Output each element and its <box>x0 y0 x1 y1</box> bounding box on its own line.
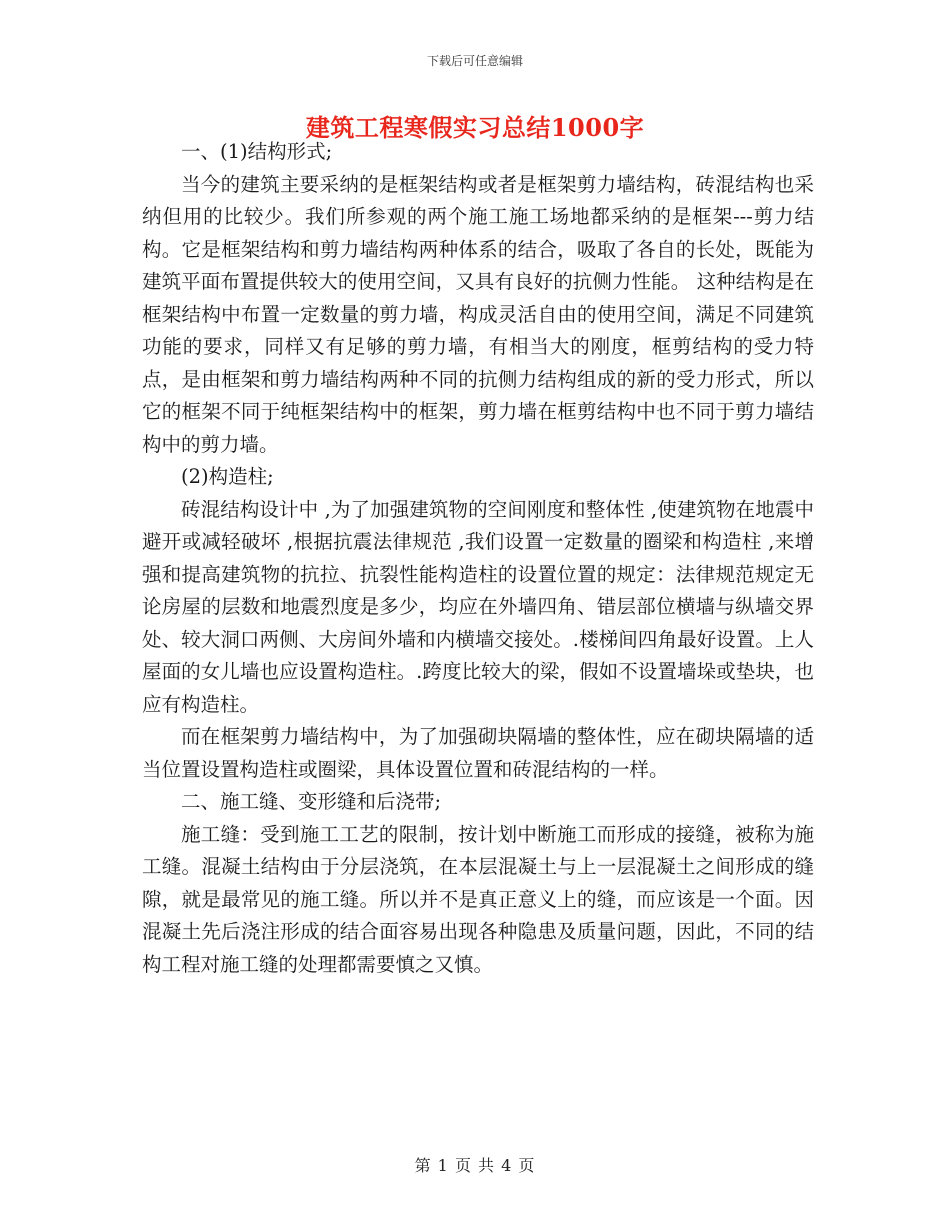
section-heading-construction-column: (2)构造柱; <box>181 465 274 488</box>
page-footer: 第 1 页 共 4 页 <box>414 1156 536 1175</box>
section-heading-joints: 二、施工缝、变形缝和后浇带; <box>181 790 442 813</box>
paragraph-frame-shear-wall: 当今的建筑主要采纳的是框架结构或者是框架剪力墙结构，砖混结构也采纳但用的比较少。我们所参观的两个施工施工场地都采纳的是框架---剪力结构。它是框架结构和剪力墙结构两种体系的结合，吸取了各自的长处，既能为建筑平面布置提供较大的使用空间，又具有良好的抗侧力性能。 这种结构是在框架结构中布置一定数量的剪力墙，构成灵活自由的使用空间，满足不同建筑功能的要求，同样又有足够的剪力墙，有相当大的刚度，框剪结构的受力特点，是由框架和剪力墙结构两种不同的抗侧力结构组成的新的受力形式，所以它的框架不同于纯框架结构中的框架，剪力墙在框剪结构中也不同于剪力墙结构中的剪力墙。 <box>142 172 814 456</box>
document-title: 建筑工程寒假实习总结1000字 <box>305 113 645 142</box>
section-heading-structure-form: 一、(1)结构形式; <box>181 140 333 163</box>
paragraph-construction-column: 砖混结构设计中 ,为了加强建筑物的空间刚度和整体性 ,使建筑物在地震中避开或减轻破坏 ,根据抗震法律规范 ,我们设置一定数量的圈梁和构造柱 ,来增强和提高建筑物的抗拉、抗裂性能构造柱的设置位置的规定：法律规范规定无论房屋的层数和地震烈度是多少，均应在外墙四角、错层部位横墙与纵墙交界处、较大洞口两侧、大房间外墙和内横墙交接处。.楼梯间四角最好设置。上人屋面的女儿墙也应设置构造柱。.跨度比较大的梁，假如不设置墙垛或垫块，也应有构造柱。 <box>142 497 814 716</box>
document-body <box>142 136 814 981</box>
paragraph-construction-joint: 施工缝：受到施工工艺的限制，按计划中断施工而形成的接缝，被称为施工缝。混凝土结构由于分层浇筑，在本层混凝土与上一层混凝土之间形成的缝隙，就是最常见的施工缝。所以并不是真正意义上的缝，而应该是一个面。因混凝土先后浇注形成的结合面容易出现各种隐患及质量问题，因此，不同的结构工程对施工缝的处理都需要慎之又慎。 <box>142 822 814 976</box>
page-header: 下载后可任意编辑 <box>426 54 523 68</box>
paragraph-block-partition: 而在框架剪力墙结构中，为了加强砌块隔墙的整体性，应在砌块隔墙的适当位置设置构造柱或圈梁，具体设置位置和砖混结构的一样。 <box>142 725 814 781</box>
